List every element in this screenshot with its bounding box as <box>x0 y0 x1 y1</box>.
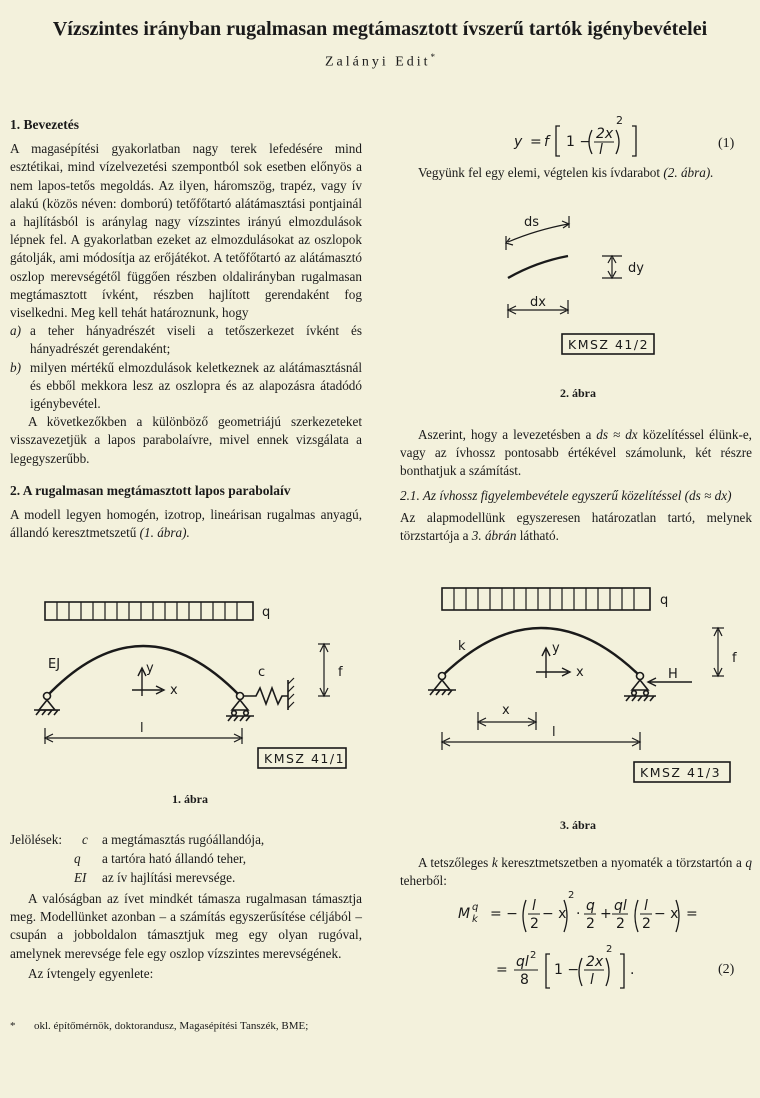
figure-code: KMSZ 41/2 <box>568 337 650 352</box>
dimension-f <box>712 628 724 676</box>
dy-dimension <box>602 256 622 278</box>
right-column-middle <box>400 426 752 545</box>
arch-curve <box>442 628 640 676</box>
notation-row <box>10 849 362 868</box>
svg-text:q: q <box>472 902 479 913</box>
notation-list <box>10 830 362 887</box>
svg-text:2: 2 <box>530 950 537 961</box>
list-text: milyen mértékű elmozdulások keletkeznek az alátámasztásnál és ebből mekkora lesz az oszlopra és az alapozásra átadódó igénybevétel. <box>30 359 362 412</box>
svg-text:2: 2 <box>586 916 595 932</box>
right-roller-support <box>624 673 656 702</box>
svg-text:2: 2 <box>642 916 651 932</box>
paragraph-model: A valóságban az ívet mindkét támasza rugalmasan támasztja meg. Modellünket azonban – a számítás egyszerűsítése céljából – csupán a jobboldalon támasztjuk meg egy olyan rugóval, amelynek merevsége fele egy oszlop vízszintes merevségének. <box>10 891 362 961</box>
list-marker: a) <box>10 323 21 339</box>
section-2-text: A modell legyen homogén, izotrop, lineárisan rugalmas anyagú, állandó keresztmetszetű <box>10 507 362 541</box>
load-hatch <box>57 602 237 620</box>
section-1-paragraph-1: A magasépítési gyakorlatban nagy terek lefedésére mind esztétikai, mind vízelvezetési szempontból sok esetben előnyös a nem lapos-tetős megoldás. Az ilyen, háromszög, trapéz, vagy ív alakú (közös néven: domború) tetőfőtartó alátámasztási pontjainál a hajlításból is aránylag nagy vízszintes irányú elmozdulások lépnek fel. A gyakorlatban ezeket az elmozdulásokat az oszlopok gátolják, ami módosítja az erőjátékot. A tetőfőtartó az alátámasztó oszlop merevségétől függően részben oldalirányban rugalmasan megtámasztott ívként, részben hajlított gerendaként fog viselkedni. Meg kell tehát határoznunk, hogy <box>10 141 362 321</box>
notation-row <box>10 830 362 849</box>
footnote-text: okl. építőmérnök, doktorandusz, Magasépítési Tanszék, BME; <box>34 1020 309 1032</box>
svg-text:l: l <box>532 898 536 914</box>
label-f: f <box>732 651 737 666</box>
svg-text:2: 2 <box>530 916 539 932</box>
list-text: a teher hányadrészét viseli a tetőszerkezet ívként és hányadrészét gerendaként; <box>30 323 362 357</box>
label-ej: EJ <box>48 657 61 672</box>
label-l: l <box>140 721 144 736</box>
list-item-b <box>10 359 362 414</box>
section-2-heading: 2. A rugalmasan megtámasztott lapos parabolaív <box>10 482 291 498</box>
symbol-q: q <box>745 855 752 870</box>
notation-text: az ív hajlítási merevsége. <box>102 870 236 885</box>
notation-row <box>10 868 362 887</box>
author-name: Zalányi Edit <box>324 54 431 70</box>
svg-text:2: 2 <box>616 916 625 932</box>
paper-title: Vízszintes irányban rugalmasan megtámasztott ívszerű tartók igénybevételei <box>52 18 708 40</box>
equation-2-number: (2) <box>718 962 735 977</box>
label-l: l <box>552 725 556 740</box>
svg-text:k: k <box>472 914 478 925</box>
spring <box>244 688 288 704</box>
label-q: q <box>262 605 271 620</box>
dimension-l <box>442 732 640 750</box>
list-item-a <box>10 322 362 358</box>
svg-text:=: = <box>496 962 508 978</box>
right-paragraph-1 <box>400 164 752 182</box>
notation-symbol: c <box>82 832 88 847</box>
label-dx: dx <box>530 295 546 310</box>
equation-1 <box>500 112 680 162</box>
right-paragraph-4: A tetszőleges k keresztmetszetben a nyomaték a törzstartón a q teherből: <box>400 855 752 889</box>
svg-text:·: · <box>576 906 581 922</box>
label-h: H <box>668 667 678 682</box>
svg-text:f: f <box>544 134 549 150</box>
svg-text:ql: ql <box>516 954 529 970</box>
label-y: y <box>552 641 560 656</box>
equation-1-number: (1) <box>718 136 735 151</box>
svg-text:2: 2 <box>568 890 575 901</box>
left-pin-support <box>428 673 456 696</box>
label-k: k <box>458 639 466 654</box>
left-column-bottom <box>10 890 362 983</box>
svg-text:+: + <box>600 906 612 922</box>
section-1-paragraph-2: A következőkben a különböző geometriájú szerkezeteket visszavezetjük a lapos parabolaívre, mivel ennek vizsgálata a legegyszerűbb. <box>10 414 362 466</box>
section-1-heading: 1. Bevezetés <box>10 117 79 132</box>
svg-text:q: q <box>586 898 595 914</box>
footnote-mark: * <box>10 1020 16 1032</box>
right-paragraph-3: Az alapmodellünk egyszeresen határozatlan tartó, melynek törzstartója a 3. ábrán látható. <box>400 509 752 544</box>
notation-symbol: q <box>74 851 81 866</box>
load-bar <box>45 602 253 620</box>
notation-text: a tartóra ható állandó teher, <box>102 851 247 866</box>
section-2-paragraph-1 <box>10 506 362 542</box>
label-f: f <box>338 665 343 680</box>
notation-symbol: EI <box>74 870 87 885</box>
svg-text:2x: 2x <box>596 126 614 142</box>
svg-text:1 −: 1 − <box>566 134 592 150</box>
figure-2-ref: (2. ábra). <box>663 165 714 180</box>
figure-2 <box>496 206 666 356</box>
svg-text:l: l <box>590 972 594 988</box>
svg-text:M: M <box>458 906 471 922</box>
svg-text:l: l <box>644 898 648 914</box>
paragraph-axis-equation: Az ívtengely egyenlete: <box>28 965 154 981</box>
label-x: x <box>576 665 584 680</box>
label-x-dimension: x <box>502 703 510 718</box>
label-q: q <box>660 593 669 608</box>
svg-text:2: 2 <box>606 944 613 955</box>
svg-text:ql: ql <box>614 898 627 914</box>
figure-2-caption: 2. ábra <box>560 386 596 400</box>
footnote <box>10 1020 362 1032</box>
svg-text:2x: 2x <box>586 954 604 970</box>
author-footnote-mark: * <box>430 52 436 62</box>
inline-math: ds ≈ dx <box>596 427 638 442</box>
equation-2 <box>450 888 710 998</box>
arch-element <box>508 256 568 278</box>
svg-text:= −: = − <box>490 906 518 922</box>
svg-text:8: 8 <box>520 972 529 988</box>
label-c: c <box>258 665 266 680</box>
svg-text:y: y <box>514 134 523 150</box>
label-x: x <box>170 683 178 698</box>
figure-1 <box>20 592 360 810</box>
svg-text:− x: − x <box>654 906 679 922</box>
figure-code: KMSZ 41/1 <box>264 751 346 766</box>
svg-text:1 −: 1 − <box>554 962 580 978</box>
svg-text:.: . <box>630 962 635 978</box>
load-bar <box>442 588 650 610</box>
notation-text: a megtámasztás rugóállandója, <box>102 832 265 847</box>
list-marker: b) <box>10 359 21 375</box>
symbol-k: k <box>491 855 498 870</box>
dimension-f <box>318 644 330 696</box>
load-hatch <box>454 588 634 610</box>
figure-3 <box>412 580 758 790</box>
svg-text:=: = <box>686 906 698 922</box>
left-column-top <box>10 116 362 542</box>
left-pin-support <box>34 693 60 716</box>
author <box>0 52 760 71</box>
figure-3-ref: 3. ábrán <box>471 528 517 544</box>
svg-text:− x: − x <box>542 906 567 922</box>
label-y: y <box>146 661 154 676</box>
svg-text:l: l <box>599 142 603 158</box>
figure-1-caption: 1. ábra <box>172 792 208 806</box>
label-ds: ds <box>524 215 540 230</box>
notation-label: Jelölések: <box>10 832 63 847</box>
text: Vegyünk fel egy elemi, végtelen kis ívdarabot <box>418 165 664 180</box>
figure-code: KMSZ 41/3 <box>640 765 722 780</box>
svg-text:2: 2 <box>616 114 623 127</box>
section-2-1-heading: 2.1. Az ívhossz figyelembevétele egyszerű közelítéssel (ds ≈ dx) <box>400 487 732 503</box>
figure-1-ref: (1. ábra). <box>139 525 190 541</box>
svg-text:=: = <box>530 134 542 150</box>
figure-3-caption: 3. ábra <box>560 818 596 832</box>
right-paragraph-2: Aszerint, hogy a levezetésben a ds ≈ dx közelítéssel élünk-e, vagy az ívhossz pontosabb értékével számolunk, két részre bonthatjuk a számítást. <box>400 427 752 479</box>
label-dy: dy <box>628 261 644 276</box>
